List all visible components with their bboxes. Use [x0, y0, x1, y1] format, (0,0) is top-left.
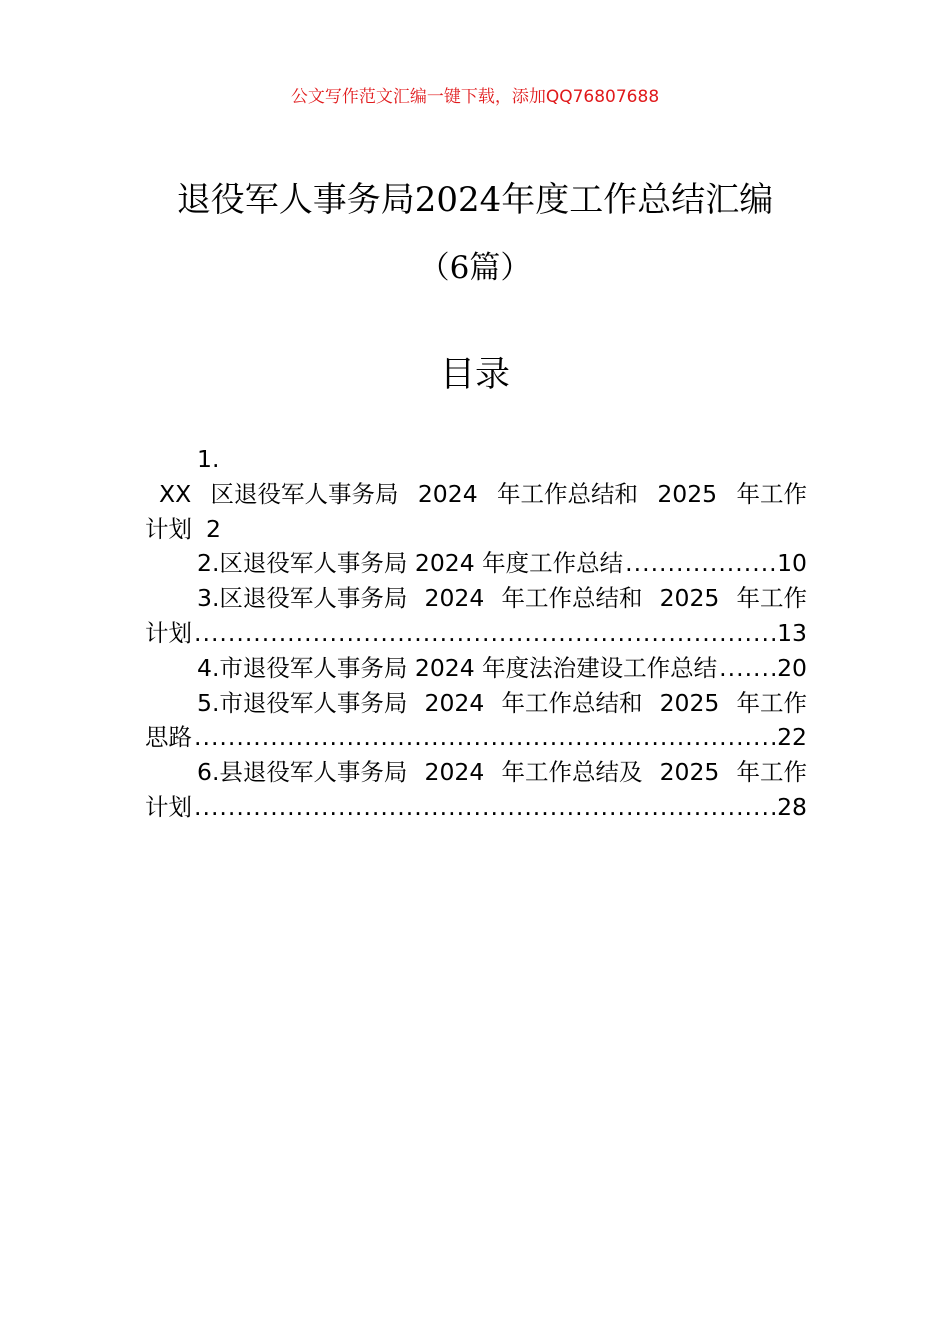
toc-entry-word: 2024 [424, 688, 485, 717]
toc-entry-word: 年工作 [736, 758, 807, 787]
document-subtitle: （6篇） [418, 250, 532, 286]
toc-entry-page-number: 28 [777, 792, 807, 821]
download-banner: 公文写作范文汇编一键下载，添加QQ76807688 [290, 87, 660, 107]
table-of-contents [145, 442, 807, 825]
toc-entry-title-continuation: 计划 [145, 514, 192, 543]
toc-entry-page-number: 20 [777, 653, 807, 682]
toc-entry-word: XX [159, 479, 192, 508]
toc-entry-word: 年工作总结和 [501, 688, 643, 717]
toc-entry-word: 年工作 [736, 688, 807, 717]
toc-entry-word: 2025 [659, 584, 720, 613]
toc-dot-leader [194, 616, 775, 651]
toc-entry-title: 2.区退役军人事务局 2024 年度工作总结 [197, 549, 624, 578]
toc-entry-5-title-line[interactable] [145, 686, 807, 721]
toc-entry-word: 3.区退役军人事务局 [197, 584, 408, 613]
toc-entry-1-number-line [145, 442, 807, 477]
toc-heading: 目录 [439, 355, 510, 395]
toc-entry-5-continuation-line[interactable] [145, 720, 807, 755]
toc-entry-word: 6.县退役军人事务局 [197, 758, 408, 787]
toc-entry-page-number: 22 [777, 723, 807, 752]
toc-dot-leader [194, 790, 775, 825]
toc-entry-6-title-line[interactable] [145, 755, 807, 790]
toc-entry-word: 2024 [424, 584, 485, 613]
toc-entry-title: 4.市退役军人事务局 2024 年度法治建设工作总结 [197, 653, 718, 682]
toc-entry-4-line[interactable] [145, 651, 807, 686]
toc-entry-page-number: 2 [206, 514, 221, 543]
toc-entry-word: 5.市退役军人事务局 [197, 688, 408, 717]
toc-entry-number: 1. [197, 445, 220, 473]
toc-entry-2-line[interactable] [145, 546, 807, 581]
toc-entry-word: 2024 [424, 758, 485, 787]
toc-dot-leader [194, 720, 775, 755]
toc-entry-3-continuation-line[interactable] [145, 616, 807, 651]
toc-entry-page-number: 13 [777, 618, 807, 647]
toc-dot-leader [625, 546, 775, 581]
toc-entry-title-continuation: 计划 [145, 618, 192, 647]
toc-entry-word: 年工作 [736, 479, 807, 508]
toc-entry-word: 年工作总结和 [501, 584, 643, 613]
toc-entry-word: 2024 [417, 479, 478, 508]
toc-entry-word: 年工作总结和 [497, 479, 638, 508]
toc-entry-word: 2025 [657, 479, 718, 508]
toc-entry-page-number: 10 [777, 549, 807, 578]
toc-entry-1-continuation-line[interactable] [145, 512, 807, 547]
toc-dot-leader [719, 651, 775, 686]
toc-entry-title-continuation: 思路 [145, 723, 192, 752]
toc-entry-1-title-line[interactable] [145, 477, 807, 512]
toc-entry-word: 年工作总结及 [501, 758, 643, 787]
toc-entry-word: 年工作 [736, 584, 807, 613]
toc-entry-word: 2025 [659, 758, 720, 787]
toc-entry-word: 2025 [659, 688, 720, 717]
toc-entry-title-continuation: 计划 [145, 792, 192, 821]
toc-entry-word: 区退役军人事务局 [210, 479, 399, 508]
toc-entry-6-continuation-line[interactable] [145, 790, 807, 825]
document-title: 退役军人事务局2024年度工作总结汇编 [176, 180, 774, 220]
toc-entry-3-title-line[interactable] [145, 581, 807, 616]
